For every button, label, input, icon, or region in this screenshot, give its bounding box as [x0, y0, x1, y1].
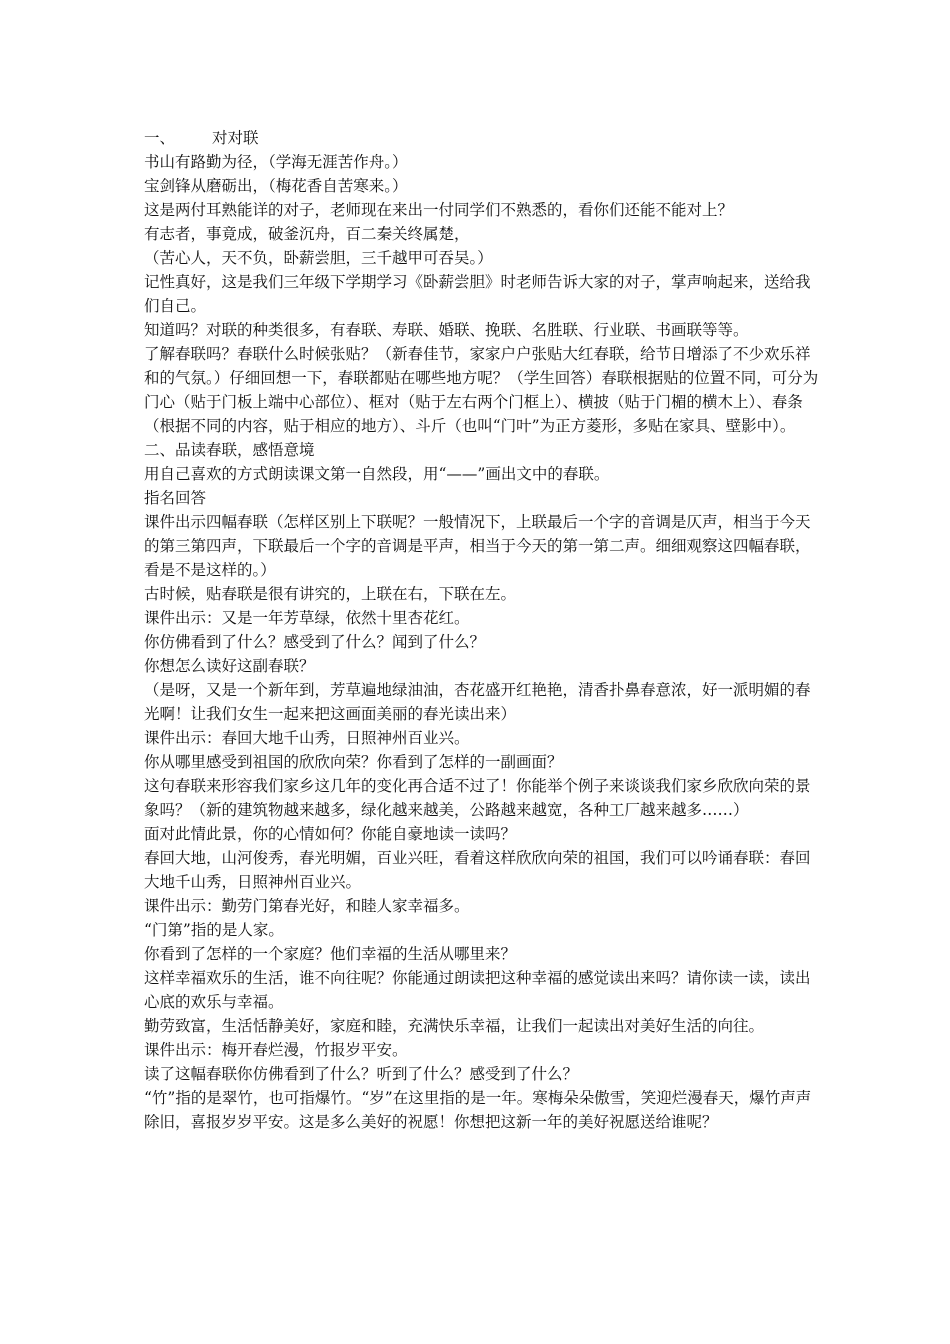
paragraph: 记性真好，这是我们三年级下学期学习《卧薪尝胆》时老师告诉大家的对子，掌声响起来，送给我们自己。 — [144, 273, 811, 315]
paragraph: 用自己喜欢的方式朗读课文第一自然段，用“——”画出文中的春联。 — [144, 465, 610, 483]
paragraph: 课件出示：春回大地千山秀，日照神州百业兴。 — [144, 729, 470, 747]
paragraph: 你想怎么读好这副春联？ — [144, 657, 315, 675]
paragraph: （苦心人，天不负，卧薪尝胆，三千越甲可吞吴。） — [144, 249, 493, 267]
paragraph: 这句春联来形容我们家乡这几年的变化再合适不过了！你能举个例子来谈谈我们家乡欣欣向荣的景象吗？（新的建筑物越来越多，绿化越来越美，公路越来越宽，各种工厂越来越多……） — [144, 777, 811, 819]
paragraph: 面对此情此景，你的心情如何？你能自豪地读一读吗？ — [144, 825, 517, 843]
section-heading: 二、品读春联，感悟意境 — [144, 441, 315, 459]
section-number: 一、 — [144, 129, 176, 147]
paragraph: 书山有路勤为径，（学海无涯苦作舟。） — [144, 153, 408, 171]
paragraph: 知道吗？对联的种类很多，有春联、寿联、婚联、挽联、名胜联、行业联、书画联等等。 — [144, 321, 749, 339]
paragraph: 你从哪里感受到祖国的欣欣向荣？你看到了怎样的一副画面？ — [144, 753, 563, 771]
paragraph: “门第”指的是人家。 — [144, 921, 284, 939]
paragraph: 你仿佛看到了什么？感受到了什么？闻到了什么？ — [144, 633, 486, 651]
paragraph: 课件出示：梅开春烂漫，竹报岁平安。 — [144, 1041, 408, 1059]
paragraph: 勤劳致富，生活恬静美好，家庭和睦，充满快乐幸福，让我们一起读出对美好生活的向往。 — [144, 1017, 765, 1035]
section-heading — [144, 126, 824, 150]
paragraph: 这是两付耳熟能详的对子，老师现在来出一付同学们不熟悉的，看你们还能不能对上？ — [144, 201, 734, 219]
paragraph: 古时候，贴春联是很有讲究的，上联在右，下联在左。 — [144, 585, 517, 603]
paragraph: 这样幸福欢乐的生活，谁不向往呢？你能通过朗读把这种幸福的感觉读出来吗？请你读一读，读出心底的欢乐与幸福。 — [144, 969, 811, 1011]
paragraph: 课件出示：勤劳门第春光好，和睦人家幸福多。 — [144, 897, 470, 915]
paragraph: 你看到了怎样的一个家庭？他们幸福的生活从哪里来？ — [144, 945, 517, 963]
paragraph: 有志者，事竟成，破釜沉舟，百二秦关终属楚， — [144, 225, 470, 243]
paragraph: 春回大地，山河俊秀，春光明媚，百业兴旺，看着这样欣欣向荣的祖国，我们可以吟诵春联：春回大地千山秀，日照神州百业兴。 — [144, 849, 811, 891]
paragraph: （是呀，又是一个新年到，芳草遍地绿油油，杏花盛开红艳艳，清香扑鼻春意浓，好一派明媚的春光啊！让我们女生一起来把这画面美丽的春光读出来） — [144, 681, 811, 723]
paragraph: 读了这幅春联你仿佛看到了什么？听到了什么？感受到了什么？ — [144, 1065, 579, 1083]
document-body — [144, 126, 824, 1134]
paragraph: 课件出示：又是一年芳草绿，依然十里杏花红。 — [144, 609, 470, 627]
paragraph: 课件出示四幅春联（怎样区别上下联呢？一般情况下，上联最后一个字的音调是仄声，相当于今天的第三第四声，下联最后一个字的音调是平声，相当于今天的第一第二声。细细观察这四幅春联，看是不是这样的。） — [144, 513, 811, 579]
paragraph: 指名回答 — [144, 489, 207, 507]
paragraph: 了解春联吗？春联什么时候张贴？（新春佳节，家家户户张贴大红春联，给节日增添了不少欢乐祥和的气氛。）仔细回想一下，春联都贴在哪些地方呢？（学生回答）春联根据贴的位置不同，可分为门心（贴于门板上端中心部位）、框对（贴于左右两个门框上）、横披（贴于门楣的横木上）、春条（根据不同的内容，贴于相应的地方）、斗斤（也叫“门叶”为正方菱形，多贴在家具、壁影中）。 — [144, 345, 819, 435]
paragraph: “竹”指的是翠竹，也可指爆竹。“岁”在这里指的是一年。寒梅朵朵傲雪，笑迎烂漫春天，爆竹声声除旧，喜报岁岁平安。这是多么美好的祝愿！你想把这新一年的美好祝愿送给谁呢？ — [144, 1089, 812, 1131]
section-title: 对对联 — [212, 129, 259, 147]
paragraph: 宝剑锋从磨砺出，（梅花香自苦寒来。） — [144, 177, 408, 195]
